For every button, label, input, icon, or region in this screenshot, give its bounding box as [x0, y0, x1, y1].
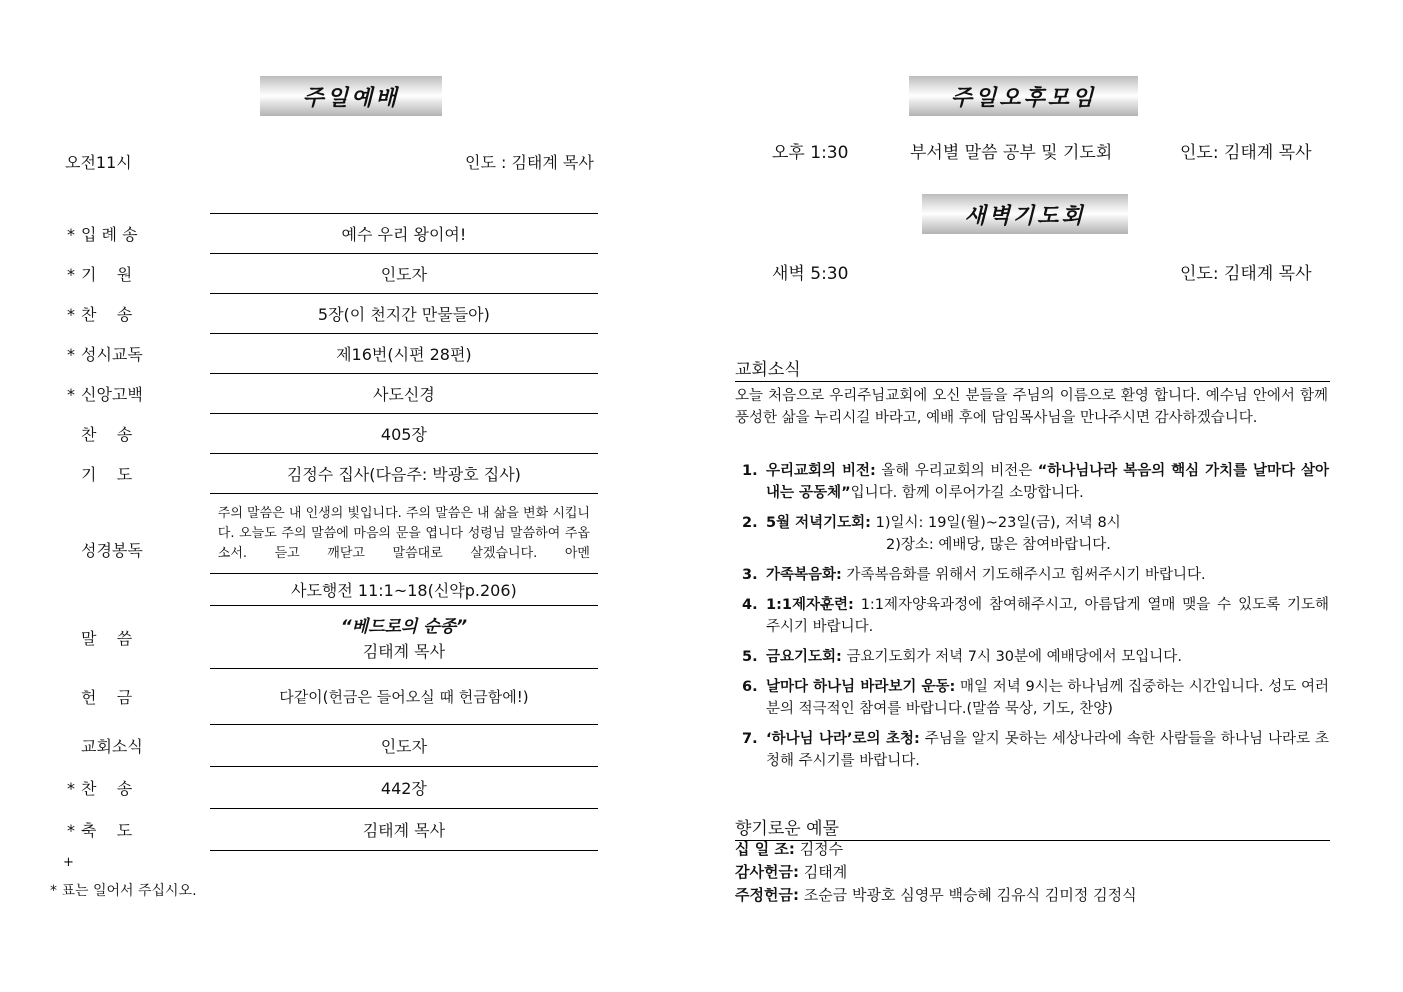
- afternoon-banner: [909, 76, 1138, 116]
- dawn-banner: [922, 194, 1128, 234]
- offering-row: 주정헌금: 조순금 박광호 심영무 백승혜 김유식 김미정 김정식: [735, 886, 1137, 904]
- scripture-label: 성경봉독: [81, 541, 143, 560]
- list-item: 5. 금요기도회: 금요기도회가 저녁 7시 30분에 예배당에서 모입니다.: [742, 649, 1182, 665]
- sermon-title: “베드로의 순종”: [340, 617, 468, 637]
- order-label: 기 도: [81, 465, 133, 484]
- scripture-passage: 사도행전 11:1~18(신약p.206): [210, 574, 598, 606]
- worship-order-table: [55, 213, 598, 851]
- plus-mark: +: [63, 855, 74, 870]
- dawn-leader: 인도: 김태계 목사: [1180, 264, 1312, 284]
- list-item: 4. 1:1제자훈련: 1:1제자양육과정에 참여해주시고, 아름답게 열매 맺을 수 있도록 기도해 주시기 바랍니다.: [742, 597, 1329, 635]
- offering-list: [735, 838, 1330, 907]
- list-item: 7. ‘하나님 나라’로의 초청: 주님을 알지 못하는 세상나라에 속한 사람들을 하나님 나라로 초청해 주시기를 바랍니다.: [742, 731, 1329, 769]
- order-value: 사도신경: [210, 374, 598, 414]
- order-value: 인도자: [210, 254, 598, 294]
- order-row: * 성시교독 제16번(시편 28편): [55, 334, 598, 374]
- sermon-row: [55, 606, 598, 669]
- order-label: 신앙고백: [81, 385, 143, 404]
- standing-footnote: * 표는 일어서 주십시오.: [50, 883, 197, 899]
- scripture-row: [55, 494, 598, 574]
- sunday-worship-title: 주일예배: [302, 85, 400, 111]
- order-value: 442장: [210, 767, 598, 809]
- order-value: 제16번(시편 28편): [210, 334, 598, 374]
- news-heading: 교회소식: [735, 355, 1330, 382]
- order-value: 김정수 집사(다음주: 박광호 집사): [210, 454, 598, 494]
- order-label: 교회소식: [81, 737, 143, 756]
- order-row: * 축 도 김태계 목사: [55, 809, 598, 851]
- order-row: * 기 원 인도자: [55, 254, 598, 294]
- order-label: 축 도: [81, 821, 133, 840]
- order-row: [55, 414, 598, 454]
- list-item: 6. 날마다 하나님 바라보기 운동: 매일 저녁 9시는 하나님께 집중하는 시간입니다. 성도 여러분의 적극적인 참여를 바랍니다.(말씀 묵상, 기도, 찬양): [742, 679, 1329, 717]
- order-row: [55, 454, 598, 494]
- order-label: 기 원: [81, 265, 133, 284]
- afternoon-leader: 인도: 김태계 목사: [1180, 143, 1312, 163]
- afternoon-desc: 부서별 말씀 공부 및 기도회: [910, 143, 1113, 163]
- list-item: 3. 가족복음화: 가족복음화를 위해서 기도해주시고 힘써주시기 바랍니다.: [742, 567, 1206, 583]
- offering-row: 감사헌금: 김태계: [735, 863, 848, 881]
- order-value: 김태계 목사: [210, 809, 598, 851]
- order-row: [55, 725, 598, 767]
- dawn-time: 새벽 5:30: [772, 264, 849, 284]
- order-row: * 입 례 송 예수 우리 왕이여!: [55, 214, 598, 254]
- order-value: 405장: [210, 414, 598, 454]
- news-list: [740, 460, 1329, 780]
- dawn-title: 새벽기도회: [964, 203, 1086, 229]
- afternoon-title: 주일오후모임: [950, 85, 1097, 111]
- news-intro: 오늘 처음으로 우리주님교회에 오신 분들을 주님의 이름으로 환영 합니다. 예수님 안에서 함께 풍성한 삶을 누리시길 바라고, 예배 후에 담임목사님을 만나주시면 감사하겠습니다.: [735, 388, 1328, 426]
- list-item: 2. 5월 저녁기도회: 1)일시: 19일(월)~23일(금), 저녁 8시 2)장소: 예배당, 많은 참여바랍니다.: [742, 515, 1121, 553]
- afternoon-time: 오후 1:30: [772, 143, 849, 163]
- offering-heading: 향기로운 예물: [735, 814, 1330, 841]
- sermon-preacher: 김태계 목사: [362, 642, 446, 661]
- order-row: * 찬 송 442장: [55, 767, 598, 809]
- order-label: 입 례 송: [81, 225, 138, 244]
- scripture-prayer: 주의 말씀은 내 인생의 빛입니다. 주의 말씀은 내 삶을 변화 시킵니다. 오늘도 주의 말씀에 마음의 문을 엽니다 성령님 말씀하여 주옵소서. 듣고 깨닫고 말씀대로 살겠습니다. 아멘: [217, 505, 590, 561]
- sermon-label: 말 씀: [81, 628, 133, 648]
- offering-row: 십 일 조: 김정수: [735, 840, 844, 858]
- worship-leader: 인도 : 김태계 목사: [465, 153, 594, 172]
- sunday-worship-banner: [260, 76, 442, 116]
- order-row: * 찬 송 5장(이 천지간 만물들아): [55, 294, 598, 334]
- order-row: * 신앙고백 사도신경: [55, 374, 598, 414]
- order-label: 헌 금: [81, 688, 133, 707]
- order-label: 찬 송: [81, 305, 133, 324]
- order-label: 찬 송: [81, 425, 133, 444]
- order-value: 인도자: [210, 725, 598, 767]
- worship-time: 오전11시: [65, 153, 132, 172]
- order-value: 5장(이 천지간 만물들아): [210, 294, 598, 334]
- order-label: 찬 송: [81, 779, 133, 798]
- order-value: 다같이(헌금은 들어오실 때 헌금함에!): [210, 669, 598, 725]
- order-value: 예수 우리 왕이여!: [210, 214, 598, 254]
- list-item: 1. 우리교회의 비전: 올해 우리교회의 비전은 “하나님나라 복음의 핵심 가치를 날마다 살아내는 공동체”입니다. 함께 이루어가길 소망합니다.: [742, 463, 1329, 501]
- order-label: 성시교독: [81, 345, 143, 364]
- order-row: [55, 669, 598, 725]
